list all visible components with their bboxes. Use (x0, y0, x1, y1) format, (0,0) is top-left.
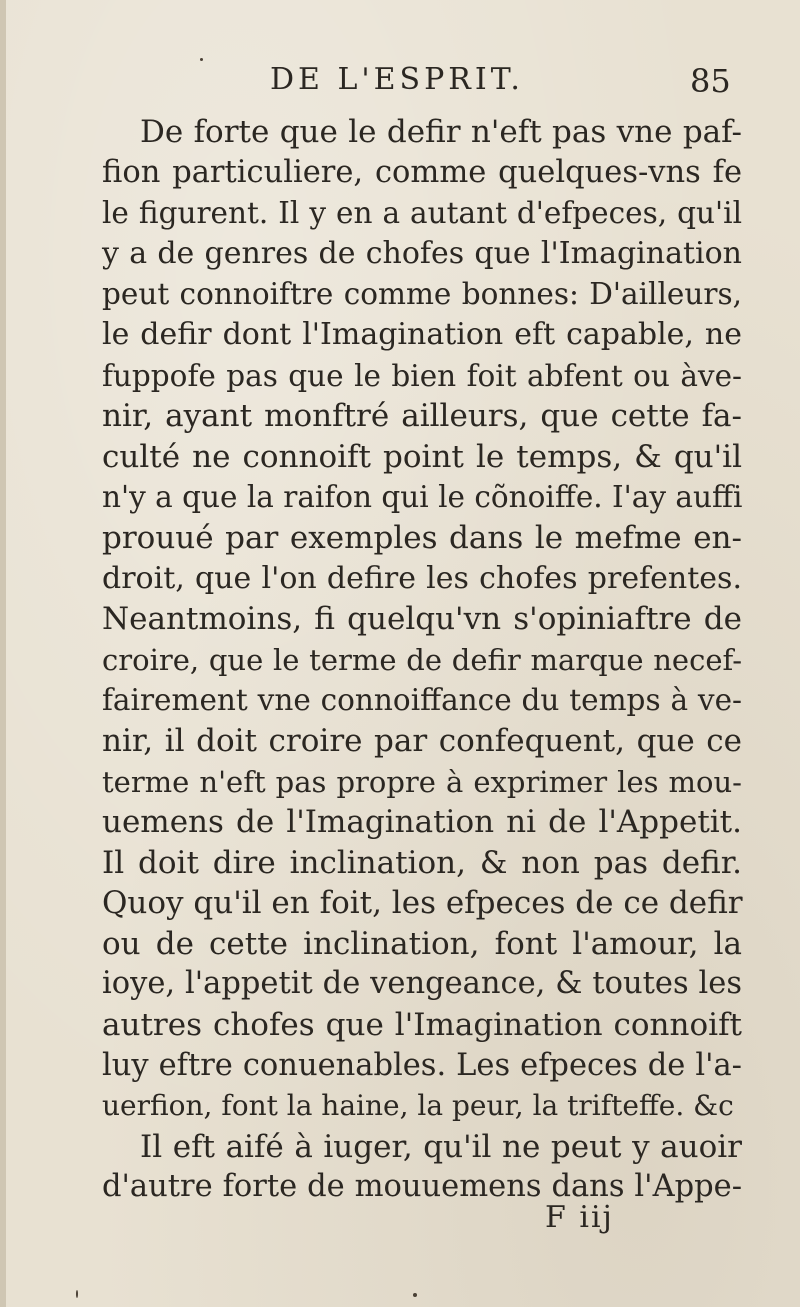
text-line: fuppofe pas que le bien foit abfent ou àve- (102, 358, 742, 393)
text-line: le defir dont l'Imagination eft capable, ne (102, 316, 742, 352)
text-line: d'autre forte de mouuemens dans l'Appe- (102, 1169, 742, 1205)
page-edge (0, 0, 6, 1307)
text-line: uerfion, font la haine, la peur, la trifteffe. &c (102, 1089, 734, 1123)
text-line: fion particuliere, comme quelques-vns fe (102, 154, 742, 190)
text-line: Quoy qu'il en foit, les efpeces de ce defir (102, 885, 743, 922)
text-line: autres chofes que l'Imagination connoift (102, 1007, 742, 1044)
text-line: peut connoiftre comme bonnes: D'ailleurs, (102, 277, 742, 312)
text-line: nir, ayant monftré ailleurs, que cette fa- (102, 398, 742, 435)
text-line: Il eft aifé à iuger, qu'il ne peut y auoir (140, 1128, 742, 1165)
text-line: ioye, l'appetit de vengeance, & toutes les (102, 966, 742, 1002)
text-line: nir, il doit croire par confequent, que ce (102, 722, 742, 759)
text-line: droit, que l'on defire les chofes prefentes. (102, 560, 742, 596)
text-line: uemens de l'Imagination ni de l'Appetit. (102, 804, 742, 841)
text-line: prouué par exemples dans le mefme en- (102, 519, 742, 556)
ink-speck (200, 58, 203, 61)
text-line: luy eftre conuenables. Les efpeces de l'a- (102, 1047, 742, 1083)
text-line: De forte que le defir n'eft pas vne paf- (140, 114, 742, 150)
text-line: ou de cette inclination, font l'amour, la (102, 925, 742, 962)
text-line: terme n'eft pas propre à exprimer les mou- (102, 764, 742, 799)
text-line: n'y a que la raifon qui le cõnoiffe. I'ay auffi (102, 480, 743, 515)
body-text (102, 112, 742, 1208)
text-line: croire, que le terme de defir marque necef- (102, 642, 742, 677)
signature-mark: F iij (545, 1200, 614, 1235)
running-head: DE L'ESPRIT. (270, 62, 524, 97)
page-number: 85 (690, 62, 731, 100)
text-line: Il doit dire inclination, & non pas defir. (102, 844, 742, 881)
text-line: culté ne connoift point le temps, & qu'il (102, 438, 742, 475)
text-line: fairement vne connoiffance du temps à ve- (102, 683, 742, 718)
text-line: y a de genres de chofes que l'Imagination (102, 235, 742, 271)
ink-speck (413, 1293, 417, 1297)
text-line: Neantmoins, fi quelqu'vn s'opiniaftre de (102, 601, 742, 638)
ink-speck (76, 1290, 78, 1298)
text-line: le figurent. Il y en a autant d'efpeces, qu'il (102, 196, 742, 231)
